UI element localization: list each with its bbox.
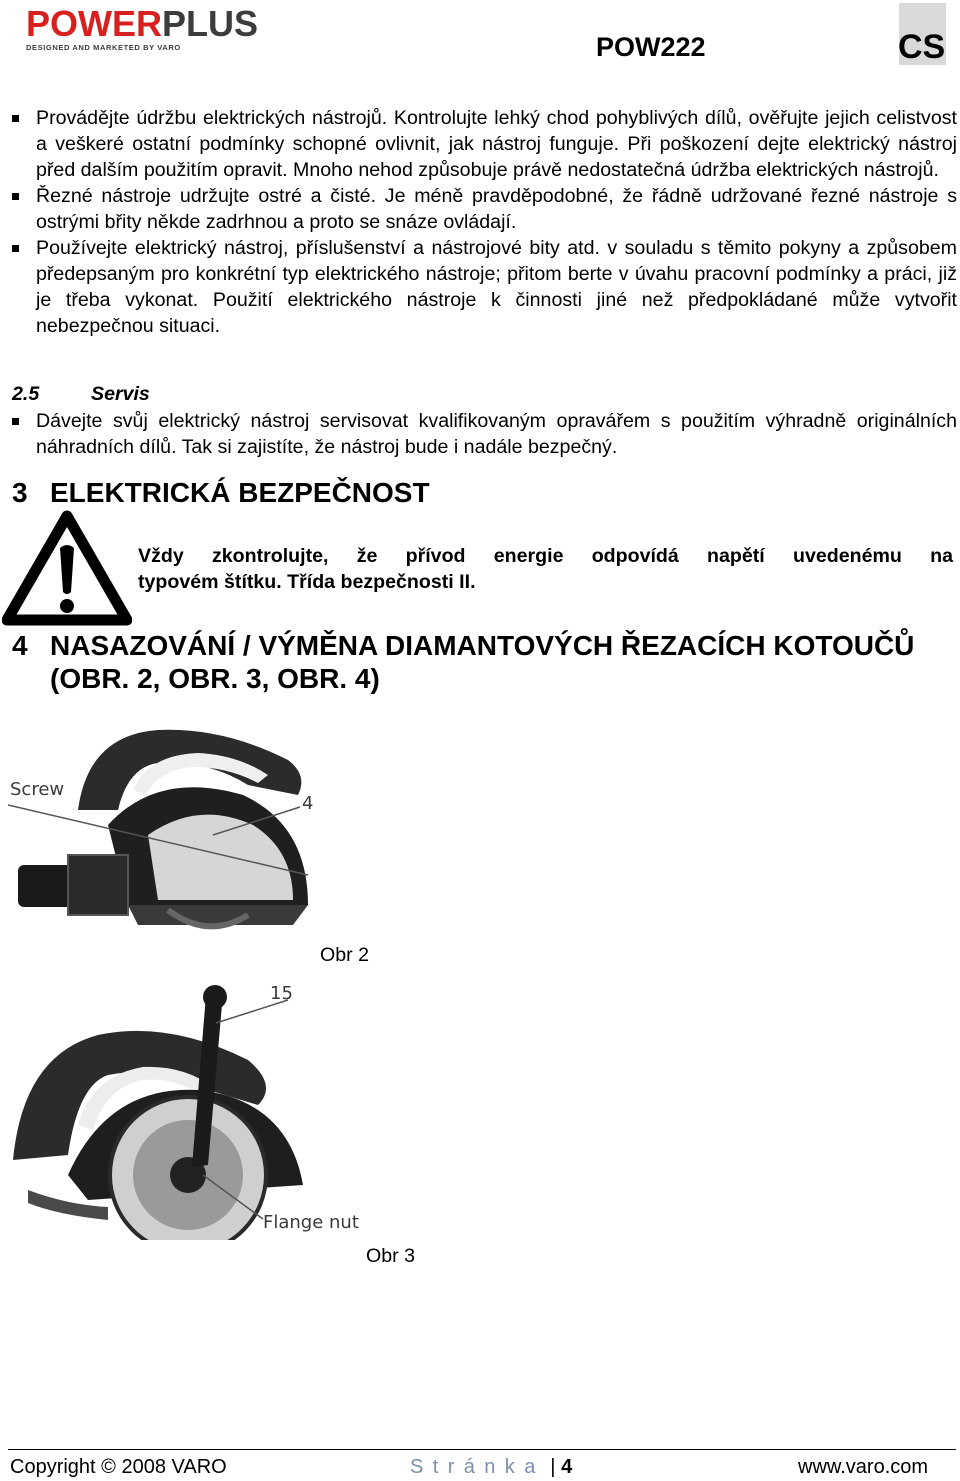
figure-label-flange-nut: Flange nut <box>263 1212 359 1233</box>
section-number: 4 <box>12 630 28 661</box>
section-title: Servis <box>91 383 150 405</box>
brand-logo <box>26 3 356 52</box>
section-number: 3 <box>12 477 28 508</box>
section-title: NASAZOVÁNÍ / VÝMĚNA DIAMANTOVÝCH ŘEZACÍCH KOTOUČŮ (OBR. 2, OBR. 3, OBR. 4) <box>50 630 915 694</box>
figure-label-screw: Screw <box>10 779 65 800</box>
list-item: Řezné nástroje udržujte ostré a čisté. Je méně pravděpodobné, že řádně udržované řezné nástroje s ostrými břity někde zadrhnou a proto se snáze ovládají. <box>12 183 957 235</box>
service-bullet-list <box>12 408 957 460</box>
brand-tagline: DESIGNED AND MARKETED BY VARO <box>26 43 181 52</box>
figure-2-caption: Obr 2 <box>320 944 370 966</box>
page-separator: | <box>550 1456 556 1478</box>
maintenance-bullet-list <box>12 105 957 339</box>
list-item: Provádějte údržbu elektrických nástrojů. Kontrolujte lehký chod pohyblivých dílů, ověřujte jejich celistvost a veškeré ostatní podmínky schopné ovlivnit, jak nástroj funguje. Při poškození dejte elektrický nástroj před dalším použitím opravit. Mnoho nehod způsobuje právě nedostatečná údržba elektrických nástrojů. <box>12 105 957 183</box>
section-2-5-heading <box>12 383 150 406</box>
figure-label-15: 15 <box>270 983 293 1004</box>
figure-2-image <box>8 715 338 945</box>
warning-line-2: typovém štítku. Třída bezpečnosti II. <box>138 571 476 593</box>
footer-divider <box>8 1449 956 1450</box>
brand-wordmark <box>26 3 356 44</box>
list-item: Používejte elektrický nástroj, příslušenství a nástrojové bity atd. v souladu s těmito pokyny a způsobem předepsaným pro konkrétní typ elektrického nástroje; přitom berte v úvahu pracovní podmínky a práci, již je třeba vykonat. Použití elektrického nástroje k činnosti jiné než předpokládané může vytvořit nebezpečnou situaci. <box>12 235 957 339</box>
list-item: Dávejte svůj elektrický nástroj servisovat kvalifikovaným opravářem s použitím výhradně originálních náhradních dílů. Tak si zajistíte, že nástroj bude i nadále bezpečný. <box>12 408 957 460</box>
brand-part-plus: PLUS <box>162 3 259 44</box>
footer-page-indicator <box>410 1456 572 1479</box>
language-code: CS <box>898 28 946 66</box>
section-3-heading <box>12 476 430 509</box>
page-word: Stránka <box>410 1456 545 1478</box>
footer-website: www.varo.com <box>798 1456 929 1478</box>
section-number: 2.5 <box>12 383 40 405</box>
electrical-safety-warning <box>138 543 953 595</box>
footer-copyright: Copyright © 2008 VARO <box>10 1456 227 1478</box>
section-title: ELEKTRICKÁ BEZPEČNOST <box>50 477 430 508</box>
page-number: 4 <box>561 1456 573 1478</box>
figure-3-caption: Obr 3 <box>366 1245 416 1267</box>
figure-label-4: 4 <box>302 793 314 814</box>
brand-part-power: POWER <box>26 3 163 44</box>
warning-line-1: Vždy zkontrolujte, že přívod energie odpovídá napětí uvedenému na <box>138 545 953 567</box>
figure-3-image <box>8 975 378 1240</box>
warning-triangle-icon <box>2 510 132 626</box>
section-4-heading <box>12 629 942 695</box>
model-number: POW222 <box>596 32 706 62</box>
